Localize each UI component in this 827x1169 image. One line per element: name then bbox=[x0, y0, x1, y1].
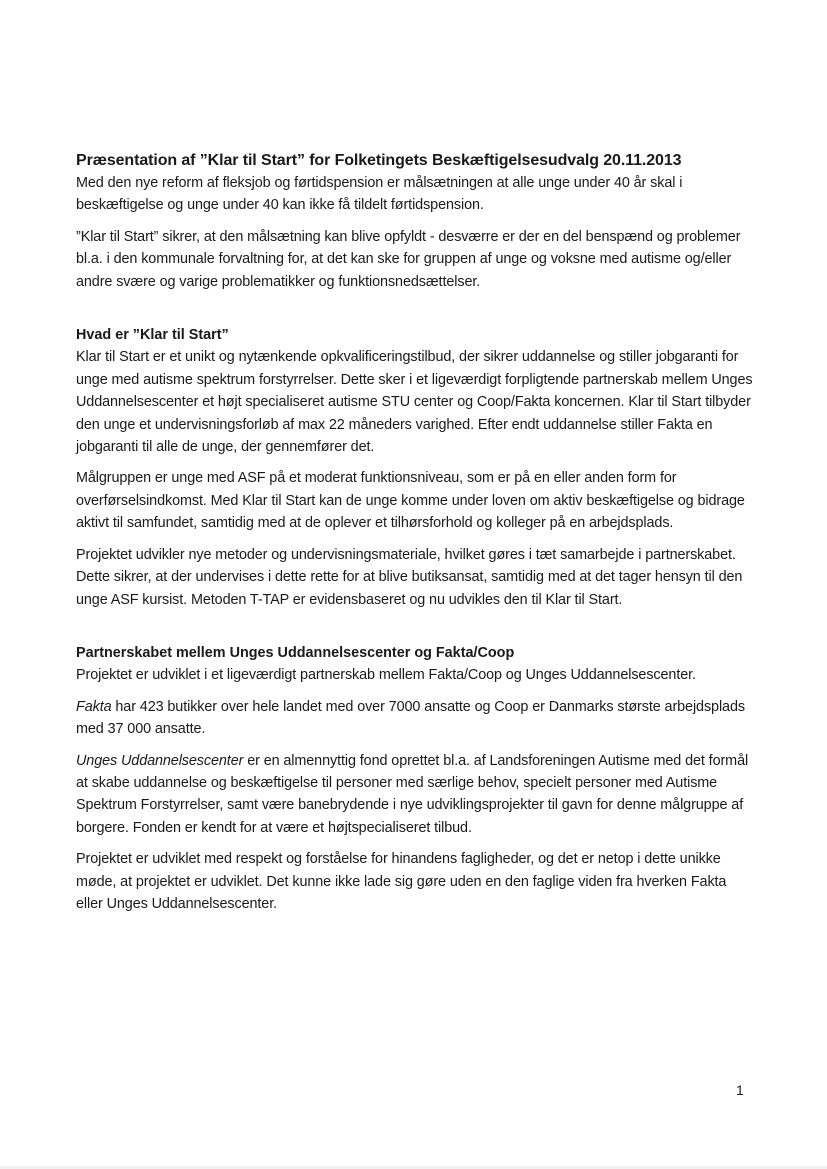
section-heading-klar-til-start: Hvad er ”Klar til Start” bbox=[76, 327, 229, 344]
intro-paragraph-2: ”Klar til Start” sikrer, at den målsætning kan blive opfyldt - desværre er der en del benspænd og problemer bl.a. i den kommunale forvaltning for, at det kan ske for gruppen af unge og voksne med autisme og/eller andre svære og varige problematikker og funktionsnedsættelser. bbox=[76, 228, 741, 290]
section2-paragraph-4: Projektet er udviklet med respekt og forståelse for hinandens fagligheder, og det er netop i dette unikke møde, at projektet er udviklet. Det kunne ikke lade sig gøre uden en den faglige viden fra hverken Fakta eller Unges Uddannelsescenter. bbox=[76, 851, 727, 912]
section2-paragraph-3 bbox=[76, 750, 756, 840]
section-spacer bbox=[76, 302, 756, 324]
intro-paragraph-1: Med den nye reform af fleksjob og førtidspension er målsætningen at alle unge under 40 år skal i beskæftigelse og unge under 40 kan ikke få tildelt førtidspension. bbox=[76, 175, 683, 214]
section2-paragraph-2 bbox=[76, 696, 756, 741]
document-body bbox=[76, 150, 756, 924]
section1-paragraph-3: Projektet udvikler nye metoder og undervisningsmateriale, hvilket gøres i tæt samarbejde i partnerskabet. Dette sikrer, at der undervises i dette rette for at blive butiksansat, samtidig med at det tager hensyn til den unge ASF kursist. Metoden T-TAP er evidensbaseret og nu udvikles den til Klar til Start. bbox=[76, 546, 743, 608]
uuc-emphasis: Unges Uddannelsescenter bbox=[76, 752, 244, 769]
section1-paragraph-1: Klar til Start er et unikt og nytænkende opkvalificeringstilbud, der sikrer uddannelse og stiller jobgaranti for unge med autisme spektrum forstyrrelser. Dette sker i et ligeværdigt forpligtende partnerskab mellem Unges Uddannelsescenter et højt specialiseret autisme STU center og Coop/Fakta koncernen. Klar til Start tilbyder den unge et undervisningsforløb af max 22 måneders varighed. Efter endt uddannelse stiller Fakta en jobgaranti til alle de unge, der gennemfører det. bbox=[76, 349, 753, 456]
section1-paragraph-2: Målgruppen er unge med ASF på et moderat funktionsniveau, som er på en eller anden form for overførselsindkomst. Med Klar til Start kan de unge komme under loven om aktiv beskæftigelse og bidrage aktivt til samfundet, samtidig med at de oplever et tilhørsforhold og kolleger på en arbejdsplads. bbox=[76, 470, 745, 532]
section-spacer bbox=[76, 620, 756, 642]
uuc-text: er en almennyttig fond oprettet bl.a. af Landsforeningen Autisme med det formål at skabe uddannelse og beskæftigelse til personer med særlige behov, specielt personer med Autisme Spektrum Forstyrrelser, samt være banebrydende i nye udviklingsprojekter til gavn for denne målgruppe af borgere. Fonden er kendt for at være et højtspecialiseret tilbud. bbox=[76, 752, 749, 836]
page-number: 1 bbox=[736, 1082, 744, 1098]
page-title: Præsentation af ”Klar til Start” for Folketingets Beskæftigelsesudvalg 20.11.2013 bbox=[76, 152, 682, 169]
fakta-emphasis: Fakta bbox=[76, 698, 112, 715]
fakta-text: har 423 butikker over hele landet med over 7000 ansatte og Coop er Danmarks største arbejdsplads med 37 000 ansatte. bbox=[76, 698, 745, 738]
section-heading-partnerskabet: Partnerskabet mellem Unges Uddannelsescenter og Fakta/Coop bbox=[76, 644, 515, 661]
section2-paragraph-1: Projektet er udviklet i et ligeværdigt partnerskab mellem Fakta/Coop og Unges Uddannelsescenter. bbox=[76, 667, 696, 684]
